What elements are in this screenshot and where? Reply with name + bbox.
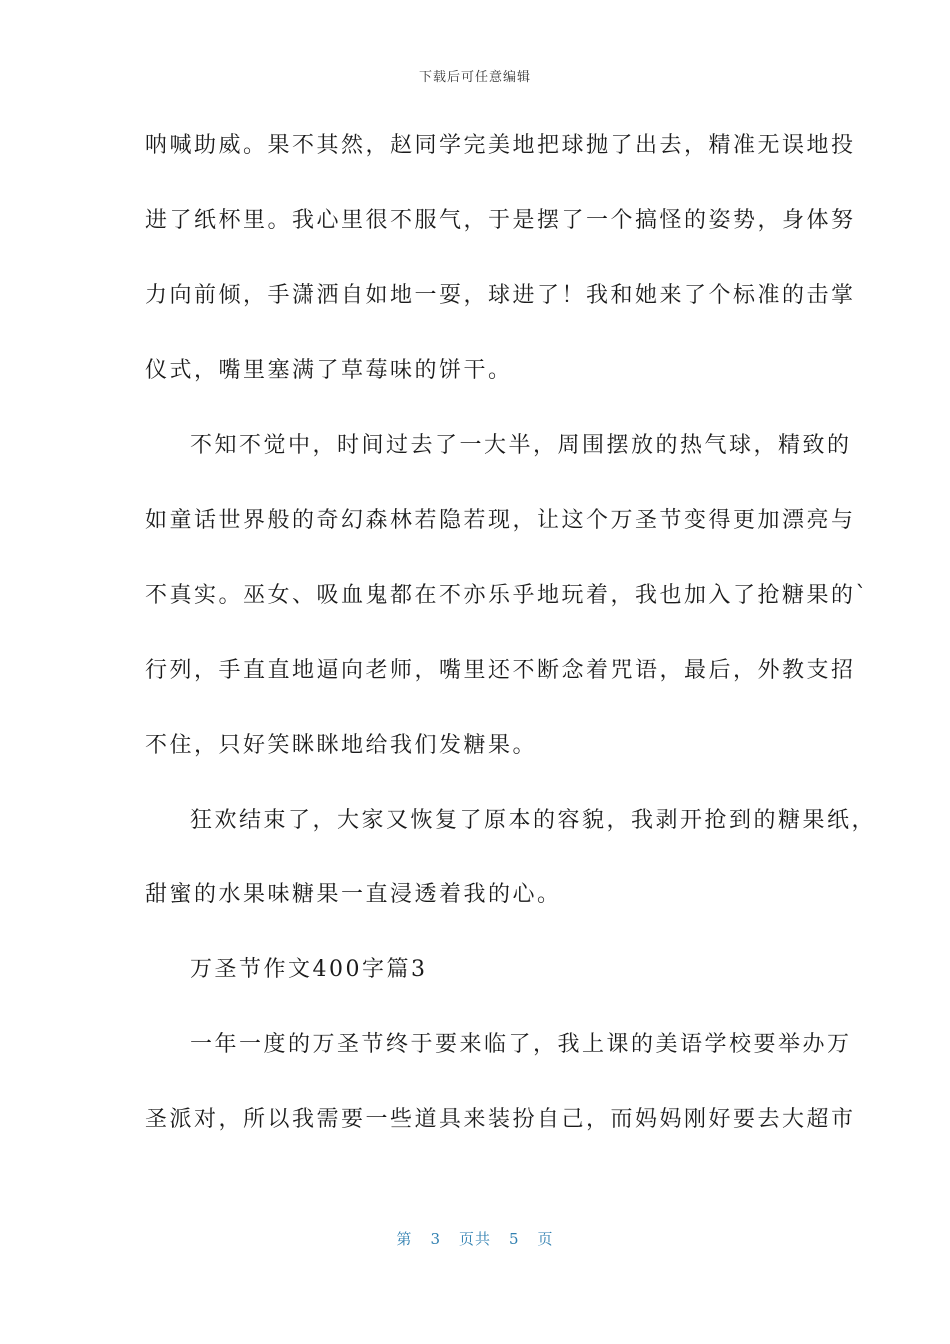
- body-line: 一年一度的万圣节终于要来临了，我上课的美语学校要举办万: [190, 1032, 852, 1057]
- page-label-suffix: 页: [537, 1230, 554, 1248]
- body-line: 圣派对，所以我需要一些道具来装扮自己，而妈妈刚好要去大超市: [145, 1107, 856, 1132]
- page-header-note: 下载后可任意编辑: [418, 70, 531, 85]
- body-line: 如童话世界般的奇幻森林若隐若现，让这个万圣节变得更加漂亮与: [145, 508, 856, 533]
- body-line: 不住，只好笑眯眯地给我们发糖果。: [145, 733, 538, 758]
- page-label-prefix: 第: [396, 1230, 413, 1248]
- body-line: 仪式，嘴里塞满了草莓味的饼干。: [145, 358, 513, 383]
- body-line: 狂欢结束了，大家又恢复了原本的容貌，我剥开抢到的糖果纸，: [190, 808, 877, 833]
- current-page-number: 3: [430, 1230, 441, 1248]
- body-line: 不知不觉中，时间过去了一大半，周围摆放的热气球，精致的: [190, 433, 852, 458]
- page-footer: [0, 1228, 950, 1249]
- body-line: 甜蜜的水果味糖果一直浸透着我的心。: [145, 882, 562, 907]
- body-line: 呐喊助威。果不其然，赵同学完美地把球抛了出去，精准无误地投: [145, 133, 856, 158]
- body-line: 不真实。巫女、吸血鬼都在不亦乐乎地玩着，我也加入了抢糖果的`: [145, 583, 870, 608]
- page-label-middle: 页共: [458, 1230, 491, 1248]
- section-heading: 万圣节作文400字篇3: [190, 957, 428, 982]
- body-line: 行列，手直直地逼向老师，嘴里还不断念着咒语，最后，外教支招: [145, 658, 856, 683]
- body-line: 进了纸杯里。我心里很不服气，于是摆了一个搞怪的姿势，身体努: [145, 208, 856, 233]
- body-line: 力向前倾，手潇洒自如地一耍，球进了！我和她来了个标准的击掌: [145, 283, 856, 308]
- total-pages-number: 5: [509, 1230, 520, 1248]
